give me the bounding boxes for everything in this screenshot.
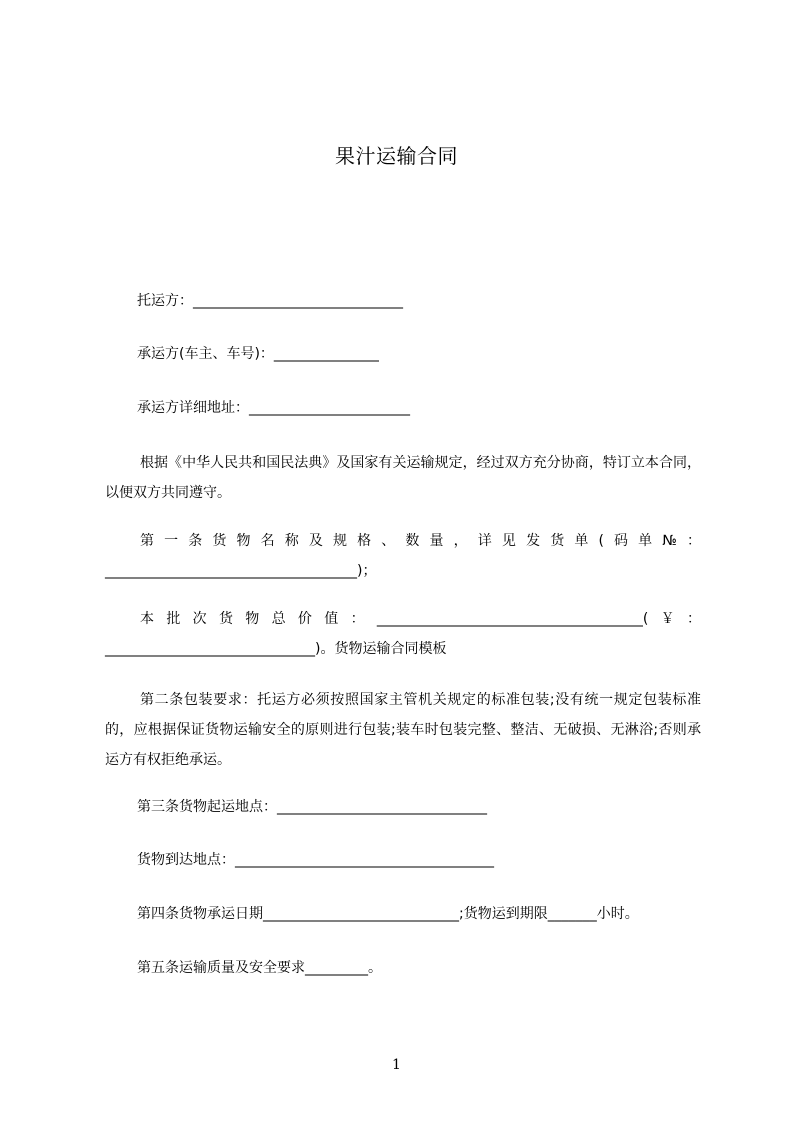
article-5-line: 第五条运输质量及安全要求_________。 [137, 960, 382, 976]
article-4-line: 第四条货物承运日期____________________________;货物运到期限_______小时。 [137, 906, 639, 922]
carrier-line: 承运方(车主、车号)：_______________ [137, 346, 379, 362]
total-value-paragraph: 本批次货物总价值：______________________________________(￥：______________________________)。货物运输合同模板 [105, 611, 701, 657]
article-1-paragraph: 第一条货物名称及规格、数量，详见发货单(码单№：____________________________________)； [105, 533, 701, 579]
shipper-line: 托运方：______________________________ [137, 293, 403, 309]
preamble-paragraph: 根据《中华人民共和国民法典》及国家有关运输规定，经过双方充分协商，特订立本合同，以便双方共同遵守。 [105, 455, 701, 501]
page-number: 1 [392, 1057, 401, 1073]
carrier-address-line: 承运方详细地址：_______________________ [137, 400, 410, 416]
document-title: 果汁运输合同 [335, 144, 458, 168]
article-3-line: 第三条货物起运地点：______________________________ [137, 799, 487, 815]
destination-line: 货物到达地点：_____________________________________ [137, 852, 494, 868]
article-2-paragraph: 第二条包装要求：托运方必须按照国家主管机关规定的标准包装;没有统一规定包装标准的，应根据保证货物运输安全的原则进行包装;装车时包装完整、整洁、无破损、无淋浴;否则承运方有权拒绝承运。 [105, 692, 701, 768]
